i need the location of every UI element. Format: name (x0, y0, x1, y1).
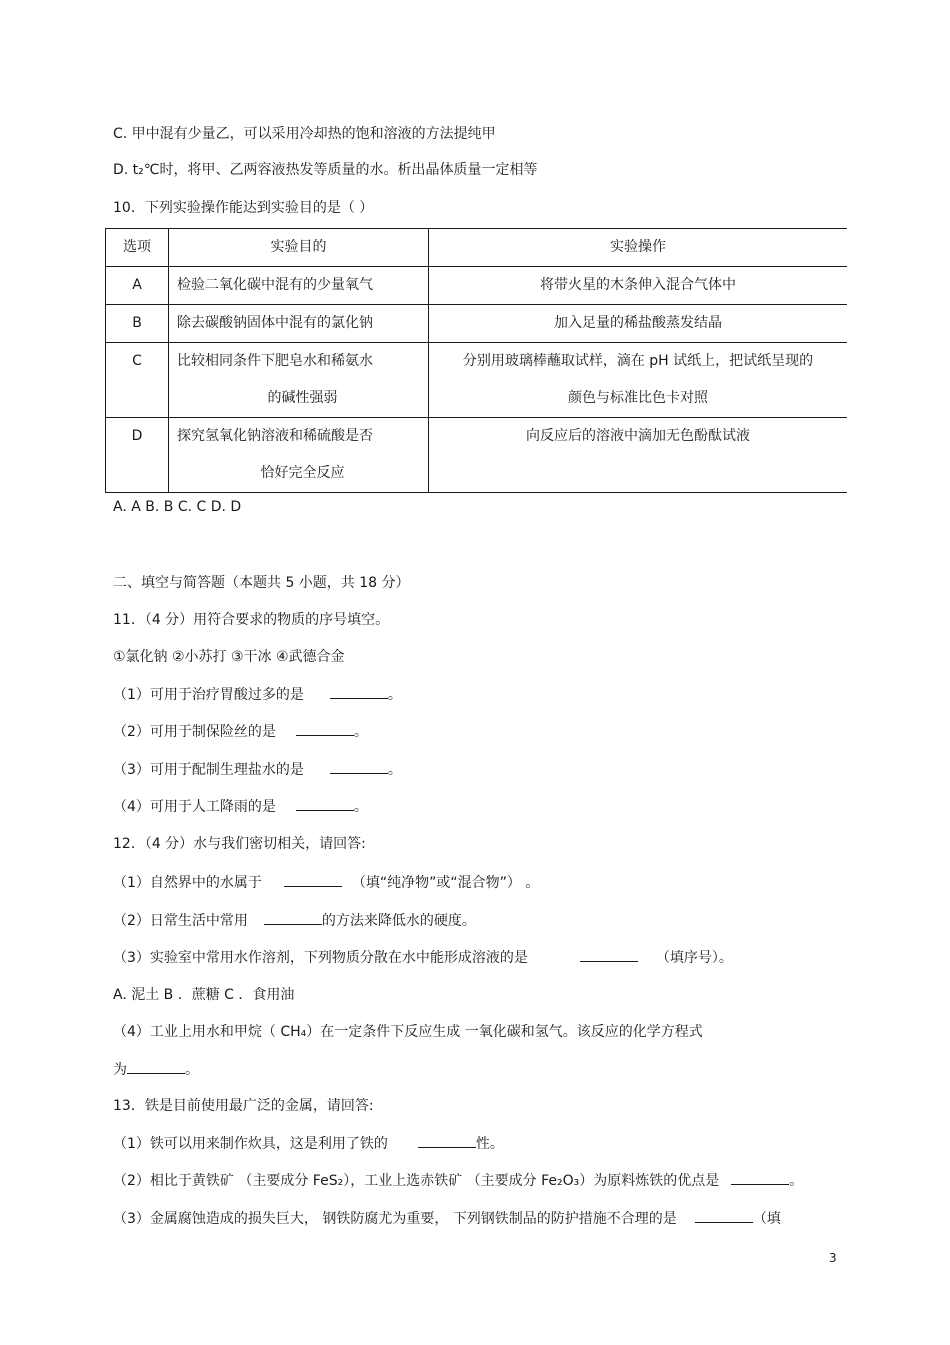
q13-item-1-text: （1）铁可以用来制作炊具，这是利用了铁的 (113, 1136, 388, 1152)
answer-blank[interactable] (418, 1133, 476, 1148)
period: 。 (387, 687, 402, 703)
q11-item-1 (113, 684, 402, 705)
q10-answer-choices: A. A B. B C. C D. D (113, 499, 242, 515)
row-goal: 检验二氧化碳中混有的少量氧气 (169, 267, 429, 305)
row-operation: 加入足量的稀盐酸蒸发结晶 (429, 305, 848, 343)
period: 。 (789, 1173, 804, 1189)
answer-blank[interactable] (296, 721, 354, 736)
q12-item-4: （4）工业上用水和甲烷（ CH₄）在一定条件下反应生成 一氧化碳和氢气。该反应的化学方程式 (113, 1024, 703, 1040)
header-goal: 实验目的 (169, 229, 429, 267)
section-title: 二、填空与简答题（本题共 5 小题，共 18 分） (113, 575, 410, 591)
q13-item-3-text: （3）金属腐蚀造成的损失巨大， 钢铁防腐尤为重要， 下列钢铁制品的防护措施不合理的是 (113, 1211, 677, 1227)
answer-blank[interactable] (296, 796, 354, 811)
q13-item-2-text: （2）相比于黄铁矿 （主要成分 FeS₂），工业上选赤铁矿 （主要成分 Fe₂O₃）为原料炼铁的优点是 (113, 1173, 720, 1189)
page-number: 3 (829, 1251, 837, 1265)
answer-blank[interactable] (731, 1170, 789, 1185)
q11-item-3-text: （3）可用于配制生理盐水的是 (113, 762, 304, 778)
row-option: B (106, 305, 169, 343)
answer-blank[interactable] (284, 872, 342, 887)
q11-item-4-text: （4）可用于人工降雨的是 (113, 799, 276, 815)
q12-item-4-cont (113, 1059, 199, 1080)
period: 。 (387, 762, 402, 778)
q12-stem: 12．（4 分）水与我们密切相关，请回答: (113, 836, 366, 852)
row-goal-line2: 的碱性强弱 (267, 390, 338, 406)
q11-options: ①氯化钠 ②小苏打 ③干冰 ④武德合金 (113, 649, 345, 665)
q11-item-4 (113, 796, 368, 817)
q13-item-2 (113, 1170, 803, 1191)
table-header-row (106, 229, 848, 267)
row-goal-line1: 比较相同条件下肥皂水和稀氨水 (177, 353, 373, 369)
q11-item-2 (113, 721, 368, 742)
row-option: D (106, 418, 169, 493)
q13-item-3-tail: （填 (752, 1211, 781, 1227)
q11-stem: 11．（4 分）用符合要求的物质的序号填空。 (113, 612, 390, 628)
q13-item-1 (113, 1133, 504, 1154)
q11-item-2-text: （2）可用于制保险丝的是 (113, 724, 276, 740)
row-option: C (106, 343, 169, 418)
table-row (106, 305, 848, 343)
row-operation: 将带火星的木条伸入混合气体中 (429, 267, 848, 305)
header-option: 选项 (106, 229, 169, 267)
answer-blank[interactable] (580, 947, 638, 962)
period: 。 (353, 724, 368, 740)
row-goal-line2: 恰好完全反应 (260, 465, 345, 481)
q12-item-2-text: （2）日常生活中常用 (113, 913, 248, 929)
row-operation (429, 418, 848, 493)
q12-item-3-options: A. 泥土 B ．蔗糖 C ．食用油 (113, 987, 295, 1003)
header-operation: 实验操作 (429, 229, 848, 267)
row-goal-line1: 探究氢氧化钠溶液和稀硫酸是否 (177, 428, 373, 444)
q12-item-1 (113, 872, 539, 893)
q9-option-c: C. 甲中混有少量乙，可以采用冷却热的饱和溶液的方法提纯甲 (113, 126, 496, 142)
q12-item-1-hint: （填“纯净物”或“混合物”） 。 (351, 875, 540, 891)
row-goal: 除去碳酸钠固体中混有的氯化钠 (169, 305, 429, 343)
table-row (106, 418, 848, 493)
period: 。 (353, 799, 368, 815)
period: 。 (185, 1062, 199, 1078)
q12-item-3-hint: （填序号）。 (655, 950, 733, 966)
row-option: A (106, 267, 169, 305)
q11-item-1-text: （1）可用于治疗胃酸过多的是 (113, 687, 304, 703)
q11-item-3 (113, 759, 402, 780)
q13-item-3 (113, 1208, 781, 1229)
q12-item-1-text: （1）自然界中的水属于 (113, 875, 262, 891)
q13-stem: 13．铁是目前使用最广泛的金属，请回答: (113, 1098, 374, 1114)
row-goal (169, 418, 429, 493)
row-operation-line1: 向反应后的溶液中滴加无色酚酞试液 (526, 428, 750, 444)
q10-table (105, 228, 847, 493)
q12-item-2 (113, 910, 476, 931)
q12-item-3 (113, 947, 733, 968)
row-goal (169, 343, 429, 418)
answer-blank[interactable] (127, 1059, 185, 1074)
q12-item-3-text: （3）实验室中常用水作溶剂，下列物质分散在水中能形成溶液的是 (113, 950, 528, 966)
answer-blank[interactable] (330, 759, 388, 774)
answer-blank[interactable] (695, 1208, 753, 1223)
answer-blank[interactable] (330, 684, 388, 699)
q13-item-1-tail: 性。 (475, 1136, 504, 1152)
q12-item-4-prefix: 为 (113, 1062, 127, 1078)
q12-item-2-tail: 的方法来降低水的硬度。 (321, 913, 476, 929)
q10-stem: 10．下列实验操作能达到实验目的是（ ） (113, 200, 374, 216)
row-operation (429, 343, 848, 418)
q9-option-d: D. t₂℃时，将甲、乙两容液热发等质量的水。析出晶体质量一定相等 (113, 162, 538, 178)
row-operation-line1: 分别用玻璃棒蘸取试样，滴在 pH 试纸上，把试纸呈现的 (462, 353, 814, 369)
answer-blank[interactable] (264, 910, 322, 925)
row-operation-line2: 颜色与标准比色卡对照 (568, 390, 708, 406)
table-row (106, 267, 848, 305)
table-row (106, 343, 848, 418)
